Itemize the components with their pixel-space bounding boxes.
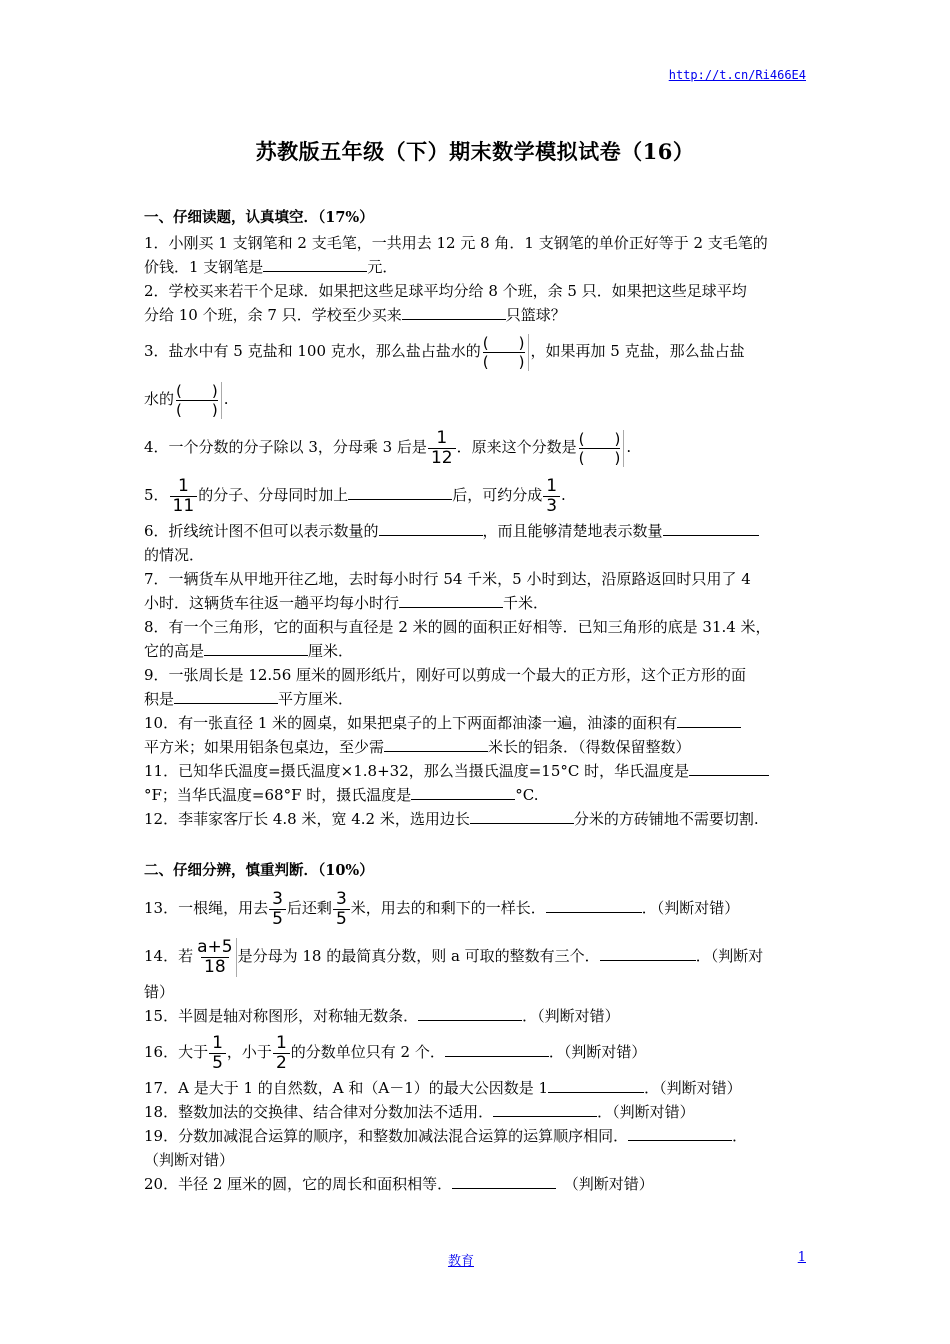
paren-fraction[interactable]: ( ) ( ) [483,334,529,371]
answer-blank[interactable] [263,255,367,272]
question-19: 19．分数加减混合运算的顺序，和整数加减法混合运算的运算顺序相同． ． [144,1124,816,1148]
header-link[interactable]: http://t.cn/Ri466E4 [668,68,806,82]
answer-blank[interactable] [379,519,483,536]
question-6: 6．折线统计图不但可以表示数量的 ，而且能够清楚地表示数量 [144,519,816,543]
question-2: 2．学校买来若干个足球．如果把这些足球平均分给 8 个班，余 5 只．如果把这些足球平均 [144,282,747,300]
question-17: 17．A 是大于 1 的自然数，A 和（A－1）的最大公因数是 1 ．（判断对错） [144,1076,816,1100]
footer-link[interactable]: 教育 [447,1254,474,1269]
answer-blank[interactable] [384,735,488,752]
answer-blank[interactable] [174,687,278,704]
fraction: $\frac{3}{5}$ [269,890,286,929]
paren-fraction[interactable]: ( ) ( ) [176,382,222,419]
fraction: $\frac{1}{2}$ [273,1034,290,1073]
section-heading-2: 二、仔细分辨，慎重判断．（10%） [144,862,374,879]
answer-blank[interactable] [402,303,506,320]
answer-blank[interactable] [411,783,515,800]
fraction: $\frac{1}{12}$ [428,429,456,468]
question-5: 5． $\frac{1}{11}$ 的分子、分母同时加上 后，可约分成 $\frac{1}{3}$ . [144,475,566,516]
question-9: 9．一张周长是 12.56 厘米的圆形纸片，刚好可以剪成一个最大的正方形，这个正方形的面 [144,666,747,684]
question-18: 18．整数加法的交换律、结合律对分数加法不适用． ．（判断对错） [144,1100,816,1124]
answer-blank[interactable] [663,519,759,536]
question-1: 1．小刚买 1 支钢笔和 2 支毛笔，一共用去 12 元 8 角．1 支钢笔的单价正好等于 2 支毛笔的 [144,234,768,252]
question-3: 3．盐水中有 5 克盐和 100 克水，那么盐占盐水的 ( ) ( ) ，如果再加 5 克盐，那么盐占盐 [144,333,745,371]
fraction: $\frac{a+5}{18}$ [194,938,236,977]
answer-blank[interactable] [689,759,769,776]
question-10: 10．有一张直径 1 米的圆桌，如果把桌子的上下两面都油漆一遍，油漆的面积有 [144,711,816,735]
question-4: 4．一个分数的分子除以 3，分母乘 3 后是 $\frac{1}{12}$ ．原来这个分数是 ( ) ( ) . [144,427,632,468]
answer-blank[interactable] [493,1100,597,1117]
page-number[interactable]: 1 [797,1250,806,1265]
page-title: 苏教版五年级（下）期末数学模拟试卷（16） [255,139,695,164]
answer-blank[interactable] [546,896,642,913]
paren-fraction[interactable]: ( ) ( ) [579,430,625,467]
question-7: 7．一辆货车从甲地开往乙地，去时每小时行 54 千米，5 小时到达，沿原路返回时只用了 4 [144,570,751,588]
document-body: 一、仔细读题，认真填空．（17%） 1．小刚买 1 支钢笔和 2 支毛笔，一共用去 12 元 8 角．1 支钢笔的单价正好等于 2 支毛笔的 价钱．1 支钢笔是 元． 2．学校买来若干个足球．如果把这些足球平均分给 8 个班，余 5 只．如果把这些足球平均 分给 10 个班，余 7 只．学校至少买来 只篮球？ 3．盐水中有 5 克盐和 100 克水，那么盐占盐水的 ( ) ( ) ，如果再加 5 克盐，那么盐占盐 水的 ( ) ( ) . 4．一个分数的分子除以 3，分母乘 3 后是 $\frac{1}{12}$ ．原来这个分数是 ( ) ( ) . 5． $\frac{1}{11}$ 的分子、分母同时加上 后，可约分成 $\frac{1}{3}$ . 6．折线统计图不但可以表示数量的 ，而且能够清楚地表示数量 的情况． 7．一辆货车从甲地开往乙地，去时每小时行 54 千米，5 小时到达，沿原路返回时只用了 4 小时．这辆货车往返一趟平均每小时行 千米． 8．有一个三角形，它的面积与直径是 2 米的圆的面积正好相等．已知三角形的底是 31.4 米， 它的高是 厘米． 9．一张周长是 12.56 厘米的圆形纸片，刚好可以剪成一个最大的正方形，这个正方形的面 积是 平方厘米． 10．有一张直径 1 米的圆桌，如果把桌子的上下两面都油漆一遍，油漆的面积有 平方米；如果用铝条包桌边，至少需 米长的铝条．（得数保留整数） 11．已知华氏温度=摄氏温度×1.8+32，那么当摄氏温度=15°C 时，华氏温度是 °F；当华氏温度=68°F 时，摄氏温度是 °C. 12．李菲家客厅长 4.8 米，宽 4.2 米，选用边长 分米的方砖铺地不需要切割. 二、仔细分辨，慎重判断．（10%） 13．一根绳，用去 $\frac{3}{5}$ 后还剩 $\frac{3}{5}$ 米，用去的和剩下的一样长． ．（判断对错） 14．若 $\frac{a+5}{18}$ 是分母为 18 的最简真分数，则 a 可取的整数有三个． ．（判断对 错） 15．半圆是轴对称图形，对称轴无数条． ．（判断对错） 16．大于 $\frac{1}{5}$ ，小于 $\frac{1}{2}$ 的分数单位只有 2 个． ．（判断对错） 17．A 是大于 1 的自然数，A 和（A－1）的最大公因数是 1 ．（判断对错） 18．整数加法的交换律、结合律对分数加法不适用． ．（判断对错） 19．分数加减混合运算的顺序，和整数加减法混合运算的运算顺序相同． ． （判断对错） 20．半径 2 厘米的圆，它的周长和面积相等． （判断对错） [144,200,816,1196]
question-12: 12．李菲家客厅长 4.8 米，宽 4.2 米，选用边长 分米的方砖铺地不需要切割. [144,807,816,831]
question-13: 13．一根绳，用去 $\frac{3}{5}$ 后还剩 $\frac{3}{5}$ 米，用去的和剩下的一样长． ．（判断对错） [144,888,740,929]
fraction: $\frac{3}{5}$ [333,890,350,929]
answer-blank[interactable] [452,1172,556,1189]
answer-blank[interactable] [418,1004,522,1021]
answer-blank[interactable] [348,483,452,500]
question-11: 11．已知华氏温度=摄氏温度×1.8+32，那么当摄氏温度=15°C 时，华氏温度是 [144,759,816,783]
fraction: $\frac{1}{11}$ [170,477,198,516]
fraction: $\frac{1}{5}$ [209,1034,226,1073]
section-heading-1: 一、仔细读题，认真填空．（17%） [144,209,374,226]
answer-blank[interactable] [399,591,503,608]
fraction: $\frac{1}{3}$ [543,477,560,516]
answer-blank[interactable] [470,807,574,824]
answer-blank[interactable] [677,711,741,728]
answer-blank[interactable] [548,1076,644,1093]
answer-blank[interactable] [204,639,308,656]
question-15: 15．半圆是轴对称图形，对称轴无数条． ．（判断对错） [144,1004,816,1028]
answer-blank[interactable] [445,1040,549,1057]
question-16: 16．大于 $\frac{1}{5}$ ，小于 $\frac{1}{2}$ 的分数单位只有 2 个． ．（判断对错） [144,1032,647,1073]
answer-blank[interactable] [628,1124,732,1141]
question-14: 14．若 $\frac{a+5}{18}$ 是分母为 18 的最简真分数，则 a 可取的整数有三个． ．（判断对 [144,936,764,977]
question-8: 8．有一个三角形，它的面积与直径是 2 米的圆的面积正好相等．已知三角形的底是 31.4 米， [144,618,771,636]
question-20: 20．半径 2 厘米的圆，它的周长和面积相等． （判断对错） [144,1172,816,1196]
answer-blank[interactable] [600,944,696,961]
